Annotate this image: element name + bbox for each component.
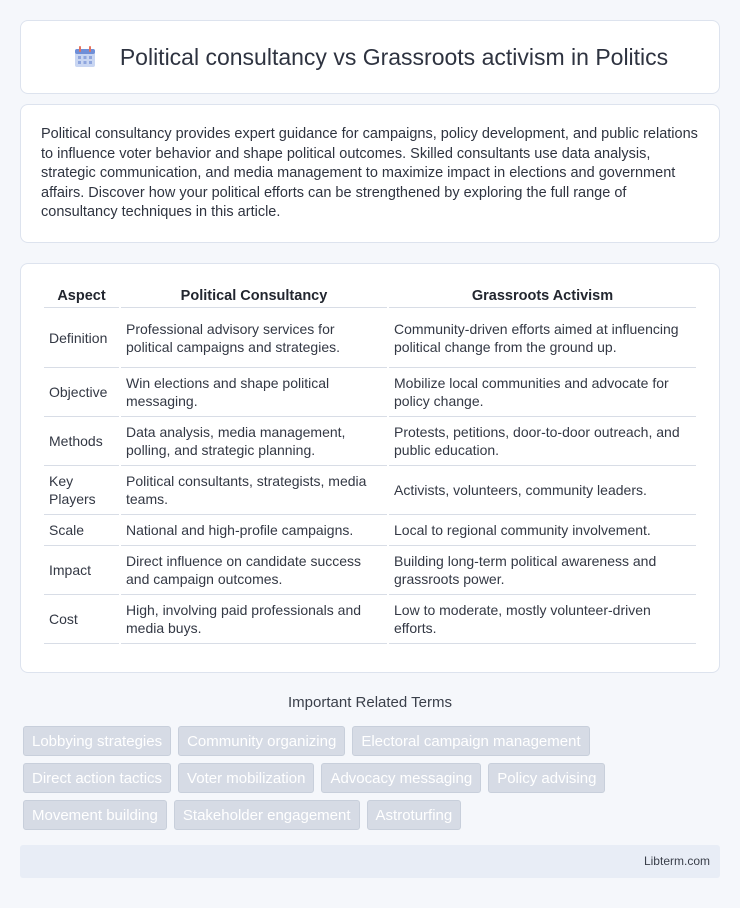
tag-policy-advising[interactable]: Policy advising bbox=[488, 763, 605, 793]
comparison-table bbox=[42, 286, 698, 644]
table-row bbox=[44, 466, 696, 515]
table-header-row bbox=[44, 286, 696, 308]
footer-site-link[interactable]: Libterm.com bbox=[643, 854, 710, 868]
comparison-table-card bbox=[20, 263, 720, 673]
aspect-cell: Definition bbox=[44, 308, 119, 368]
tag-row bbox=[23, 800, 723, 830]
aspect-cell: Impact bbox=[44, 546, 119, 595]
tag-stakeholder-engagement[interactable]: Stakeholder engagement bbox=[174, 800, 360, 830]
tag-community-organizing[interactable]: Community organizing bbox=[178, 726, 345, 756]
consultancy-cell: Direct influence on candidate success and campaign outcomes. bbox=[121, 546, 387, 595]
grassroots-cell: Protests, petitions, door-to-door outreach, and public education. bbox=[389, 417, 696, 466]
grassroots-cell: Local to regional community involvement. bbox=[389, 515, 696, 546]
consultancy-cell: National and high-profile campaigns. bbox=[121, 515, 387, 546]
consultancy-cell: Win elections and shape political messaging. bbox=[121, 368, 387, 417]
tag-advocacy-messaging[interactable]: Advocacy messaging bbox=[321, 763, 481, 793]
grassroots-cell: Building long-term political awareness and grassroots power. bbox=[389, 546, 696, 595]
consultancy-cell: High, involving paid professionals and media buys. bbox=[121, 595, 387, 644]
tag-row bbox=[23, 726, 723, 756]
table-row bbox=[44, 417, 696, 466]
tag-electoral-campaign-management[interactable]: Electoral campaign management bbox=[352, 726, 589, 756]
tag-row bbox=[23, 763, 723, 793]
intro-card bbox=[20, 104, 720, 243]
related-terms bbox=[23, 726, 723, 837]
grassroots-cell: Activists, volunteers, community leaders. bbox=[389, 466, 696, 515]
consultancy-cell: Professional advisory services for political campaigns and strategies. bbox=[121, 308, 387, 368]
aspect-cell: Methods bbox=[44, 417, 119, 466]
grassroots-cell: Mobilize local communities and advocate for policy change. bbox=[389, 368, 696, 417]
table-row bbox=[44, 546, 696, 595]
tag-astroturfing[interactable]: Astroturfing bbox=[367, 800, 462, 830]
table-row bbox=[44, 308, 696, 368]
consultancy-cell: Political consultants, strategists, media teams. bbox=[121, 466, 387, 515]
header-political-consultancy: Political Consultancy bbox=[121, 286, 387, 308]
tag-voter-mobilization[interactable]: Voter mobilization bbox=[178, 763, 314, 793]
aspect-cell: Objective bbox=[44, 368, 119, 417]
tag-direct-action-tactics[interactable]: Direct action tactics bbox=[23, 763, 171, 793]
table-row bbox=[44, 515, 696, 546]
tag-lobbying-strategies[interactable]: Lobbying strategies bbox=[23, 726, 171, 756]
grassroots-cell: Low to moderate, mostly volunteer-driven efforts. bbox=[389, 595, 696, 644]
header-grassroots-activism: Grassroots Activism bbox=[389, 286, 696, 308]
header-aspect: Aspect bbox=[44, 286, 119, 308]
aspect-cell: Scale bbox=[44, 515, 119, 546]
table-row bbox=[44, 368, 696, 417]
consultancy-cell: Data analysis, media management, polling, and strategic planning. bbox=[121, 417, 387, 466]
grassroots-cell: Community-driven efforts aimed at influencing political change from the ground up. bbox=[389, 308, 696, 368]
calendar-icon bbox=[72, 44, 98, 70]
header-card bbox=[20, 20, 720, 94]
related-terms-title: Important Related Terms bbox=[288, 694, 452, 711]
tag-movement-building[interactable]: Movement building bbox=[23, 800, 167, 830]
aspect-cell: Cost bbox=[44, 595, 119, 644]
aspect-cell: Key Players bbox=[44, 466, 119, 515]
footer bbox=[20, 845, 720, 878]
intro-text: Political consultancy provides expert guidance for campaigns, policy development, and public relations to influence voter behavior and shape political outcomes. Skilled consultants use data analysis, strategic communication, and media management to maximize impact in elections and government affairs. Discover how your political efforts can be strengthened by exploring the full range of consultancy techniques in this article. bbox=[41, 126, 698, 220]
page-title: Political consultancy vs Grassroots activism in Politics bbox=[119, 43, 669, 70]
table-row bbox=[44, 595, 696, 644]
